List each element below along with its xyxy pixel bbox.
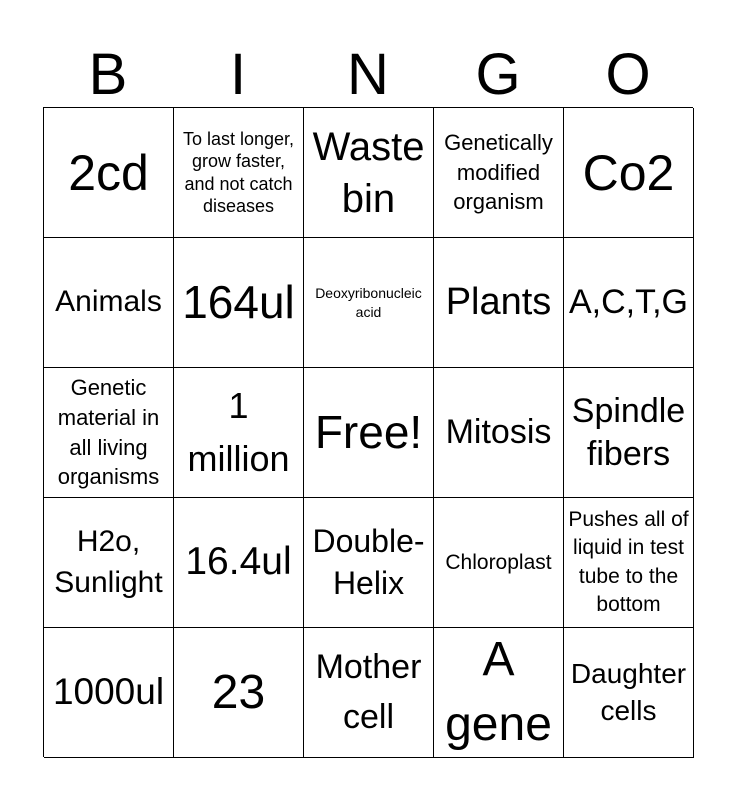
cell-text: 1 million (187, 385, 290, 479)
cell-text: Animals (55, 285, 162, 319)
cell-text: 164ul (182, 276, 295, 329)
bingo-cell[interactable] (174, 628, 304, 758)
bingo-cell[interactable] (564, 368, 694, 498)
bingo-cell[interactable] (434, 108, 564, 238)
bingo-cell[interactable] (44, 628, 174, 758)
cell-text: Deoxyribonucleic acid (315, 284, 422, 320)
cell-text: Plants (445, 280, 552, 323)
cell-text: Spindle fibers (571, 392, 686, 473)
cell-text: Double-Helix (312, 522, 425, 601)
cell-text: Chloroplast (445, 550, 552, 574)
cell-text: A,C,T,G (568, 283, 689, 322)
bingo-cell[interactable] (304, 238, 434, 368)
header-letter-o: O (605, 42, 651, 107)
bingo-cell[interactable] (564, 498, 694, 628)
bingo-cell[interactable] (564, 628, 694, 758)
cell-text: Daughter cells (570, 658, 687, 726)
cell-text: Genetic material in all living organisms (57, 375, 160, 490)
cell-text: Mitosis (445, 413, 552, 452)
bingo-cell[interactable] (44, 108, 174, 238)
header-letter-i: I (229, 42, 247, 107)
bingo-cell[interactable] (304, 498, 434, 628)
cell-text: Mother cell (315, 648, 422, 736)
cell-text: A gene (445, 632, 552, 751)
bingo-cell[interactable] (174, 368, 304, 498)
bingo-cell[interactable] (434, 628, 564, 758)
bingo-cell[interactable] (174, 498, 304, 628)
bingo-cell[interactable] (44, 498, 174, 628)
cell-text: 23 (211, 665, 266, 719)
cell-text: Waste bin (312, 124, 425, 221)
cell-text: H2o, Sunlight (54, 525, 163, 599)
bingo-cell[interactable] (44, 238, 174, 368)
cell-text: To last longer, grow faster, and not catch diseases (182, 128, 295, 216)
bingo-cell[interactable] (44, 368, 174, 498)
bingo-cell[interactable] (174, 108, 304, 238)
cell-text: Pushes all of liquid in test tube to the bottom (568, 507, 689, 616)
cell-text: 16.4ul (185, 540, 292, 584)
header-letter-n: N (347, 42, 389, 107)
bingo-board (43, 107, 693, 757)
free-space: Free! (314, 405, 423, 458)
bingo-cell[interactable] (434, 238, 564, 368)
bingo-header (43, 44, 693, 106)
bingo-cell[interactable] (564, 238, 694, 368)
cell-text: Genetically modified organism (444, 129, 553, 215)
cell-text: Co2 (582, 144, 675, 201)
bingo-cell[interactable] (434, 498, 564, 628)
bingo-cell[interactable] (304, 628, 434, 758)
bingo-cell[interactable] (564, 108, 694, 238)
bingo-cell[interactable] (174, 238, 304, 368)
header-letter-g: G (475, 42, 521, 107)
bingo-cell[interactable] (434, 368, 564, 498)
bingo-cell[interactable] (304, 368, 434, 498)
header-letter-b: B (88, 42, 128, 107)
bingo-cell[interactable] (304, 108, 434, 238)
cell-text: 2cd (68, 144, 149, 201)
cell-text: 1000ul (52, 671, 165, 713)
